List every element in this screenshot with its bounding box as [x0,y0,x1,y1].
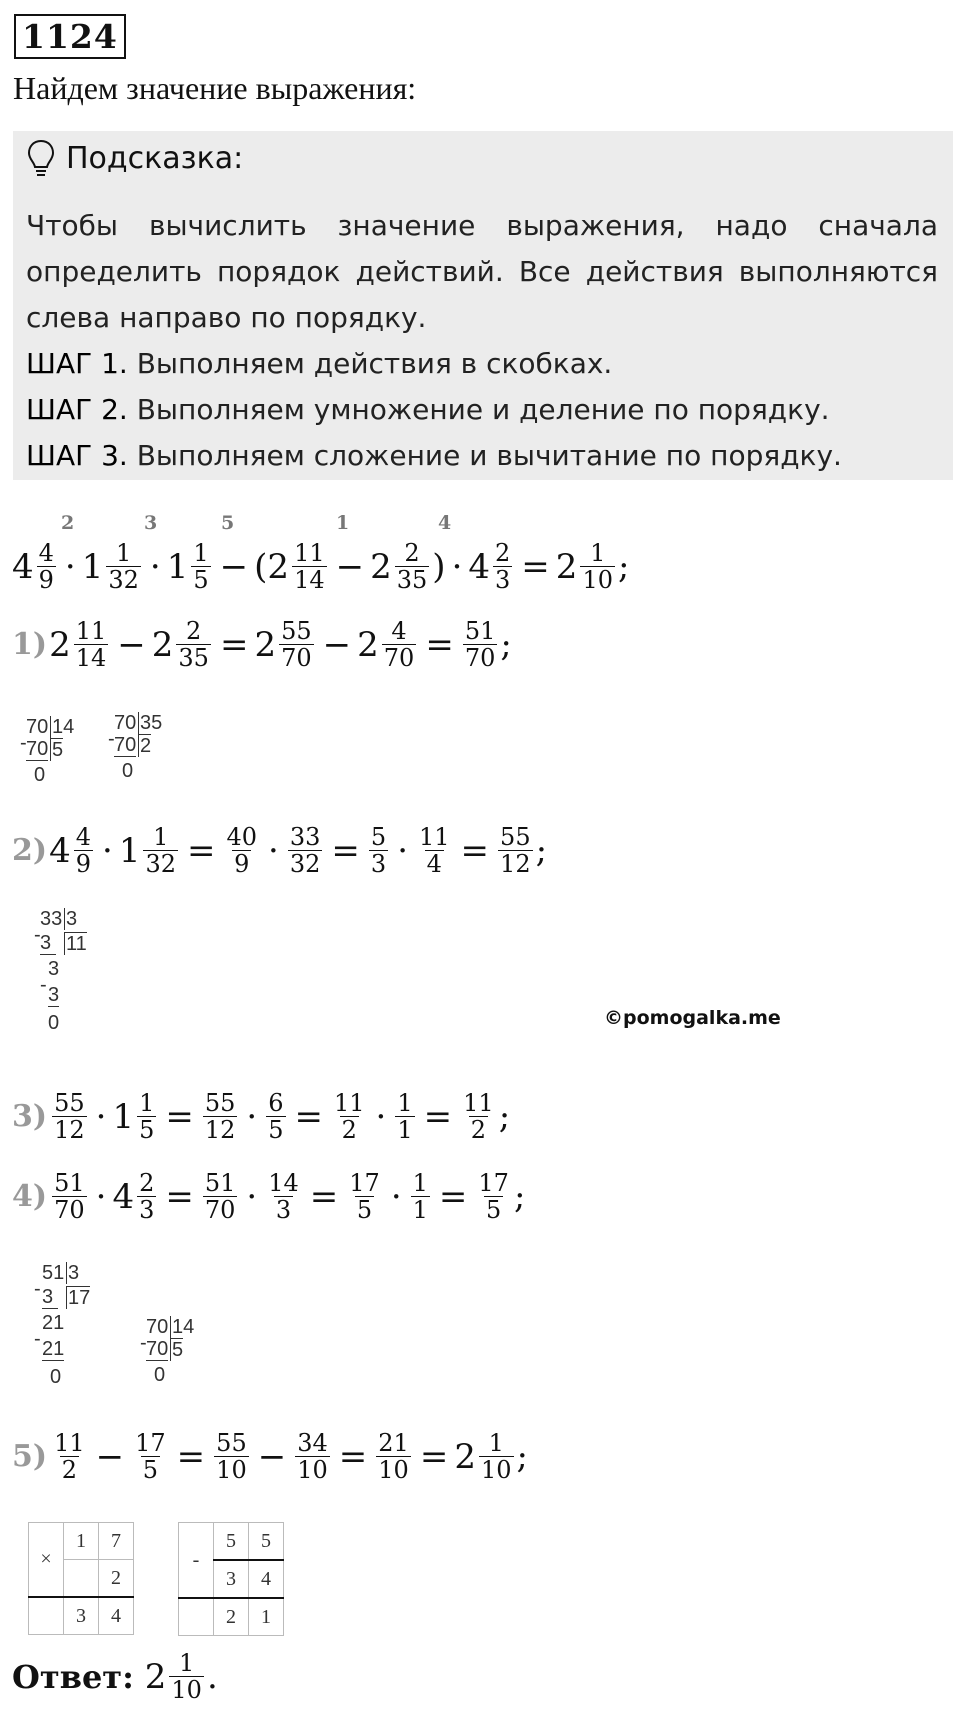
long-division: 70 35 - 70 2 0 [108,712,163,782]
order-mark: 4 [438,512,452,534]
hint-step-1: ШАГ 1. Выполняем действия в скобках. [26,347,613,380]
long-division: 51 3 - 3 17 21 - 21 0 [34,1262,91,1388]
subtraction-grid: - 5 5 3 4 2 1 [178,1522,284,1636]
hint-text [26,203,938,479]
long-division: 70 14 - 70 5 0 [20,716,75,786]
hint-step-2: ШАГ 2. Выполняем умножение и деление по порядку. [26,393,830,426]
watermark: ©pomogalka.me [604,1007,781,1029]
hint-paragraph: Чтобы вычислить значение выражения, надо сначала определить порядок действий. Все действия выполняются слева направо по порядку. [26,209,938,334]
order-mark: 3 [144,512,158,534]
lightbulb-icon [26,138,56,178]
main-expression: 4 $\frac{4}{9}$ · 1 $\frac{1}{32}$ · 1 $\frac{1}{5}$ − ( 2 $\frac{11}{14}$ − 2 $\frac{2}{35}$ ) · 4 $\frac{2}{3}$ = 2 $\frac{1}{10}$ ; [12,539,630,594]
order-mark: 5 [221,512,235,534]
step-5: 5) $\frac{11}{2}$ − $\frac{17}{5}$ = $\frac{55}{10}$ − $\frac{34}{10}$ = $\frac{21}{10}$ = 2 $\frac{1}{10}$ ; [12,1429,528,1484]
step-1: 1) 2 $\frac{11}{14}$ − 2 $\frac{2}{35}$ = 2 $\frac{55}{70}$ − 2 $\frac{4}{70}$ = $\frac{51}{70}$ ; [12,617,512,672]
order-mark: 2 [61,512,75,534]
multiplication-grid: × 1 7 2 3 4 [28,1522,134,1635]
answer-label: Ответ: [12,1657,134,1696]
step-4: 4) $\frac{51}{70}$ · 4 $\frac{2}{3}$ = $\frac{51}{70}$ · $\frac{14}{3}$ = $\frac{17}{5}$ · $\frac{1}{1}$ = $\frac{17}{5}$ ; [12,1169,526,1224]
hint-title [26,138,243,178]
hint-title-label: Подсказка: [66,140,244,176]
answer: Ответ: 2 $\frac{1}{10}$ . [12,1649,218,1704]
hint-step-3: ШАГ 3. Выполняем сложение и вычитание по порядку. [26,439,842,472]
long-division: 70 14 - 70 5 0 [140,1316,195,1386]
step-2: 2) 4 $\frac{4}{9}$ · 1 $\frac{1}{32}$ = $\frac{40}{9}$ · $\frac{33}{32}$ = $\frac{5}{3}$ · $\frac{11}{4}$ = $\frac{55}{12}$ ; [12,823,548,878]
step-3: 3) $\frac{55}{12}$ · 1 $\frac{1}{5}$ = $\frac{55}{12}$ · $\frac{6}{5}$ = $\frac{11}{2}$ · $\frac{1}{1}$ = $\frac{11}{2}$ ; [12,1089,511,1144]
order-mark: 1 [336,512,350,534]
intro-text: Найдем значение выражения: [13,70,417,106]
long-division: 33 3 - 3 11 3 - 3 0 [34,908,87,1034]
task-number: 1124 [14,14,126,59]
